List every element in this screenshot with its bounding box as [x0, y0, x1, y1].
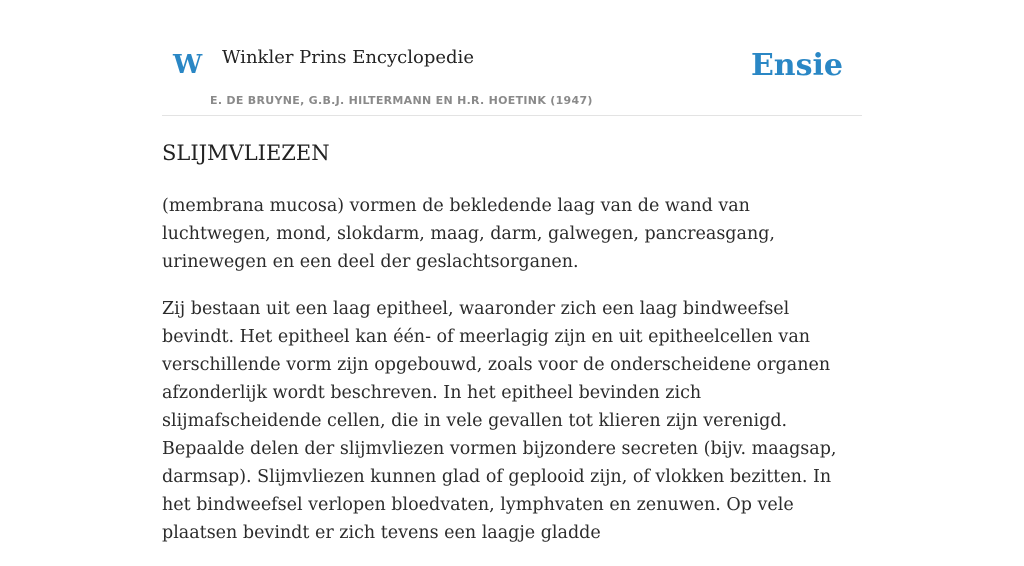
article-paragraph-1: (membrana mucosa) vormen de bekledende laag van de wand van luchtwegen, mond, slokdarm, maag, darm, galwegen, pancreasgang, urinewegen en een deel der geslachtsorganen. — [162, 196, 775, 272]
ensie-brand-logo[interactable]: Ensie — [750, 48, 843, 83]
encyclopedia-title[interactable]: Winkler Prins Encyclopedie — [222, 47, 474, 68]
article-body — [162, 192, 862, 566]
article-title: SLIJMVLIEZEN — [162, 141, 330, 165]
page — [162, 0, 862, 543]
header — [162, 40, 862, 116]
winkler-prins-logo[interactable]: W — [173, 50, 203, 80]
article-paragraph-2: Zij bestaan uit een laag epitheel, waaronder zich een laag bindweefsel bevindt. Het epitheel kan één- of meerlagig zijn en uit epitheelcellen van verschillende vorm zijn opgebouwd, zoals voor de onderscheidene organen afzonderlijk wordt beschreven. In het epitheel bevinden zich slijmafscheidende cellen, die in vele gevallen tot klieren zijn verenigd. Bepaalde delen der slijmvliezen vormen bijzondere secreten (bijv. maagsap, darmsap). Slijmvliezen kunnen glad of geplooid zijn, of vlokken bezitten. In het bindweefsel verlopen bloedvaten, lymphvaten en zenuwen. Op vele plaatsen bevindt er zich tevens een laagje gladde — [162, 299, 837, 543]
authors-line: E. DE BRUYNE, G.B.J. HILTERMANN EN H.R. HOETINK (1947) — [210, 94, 593, 107]
